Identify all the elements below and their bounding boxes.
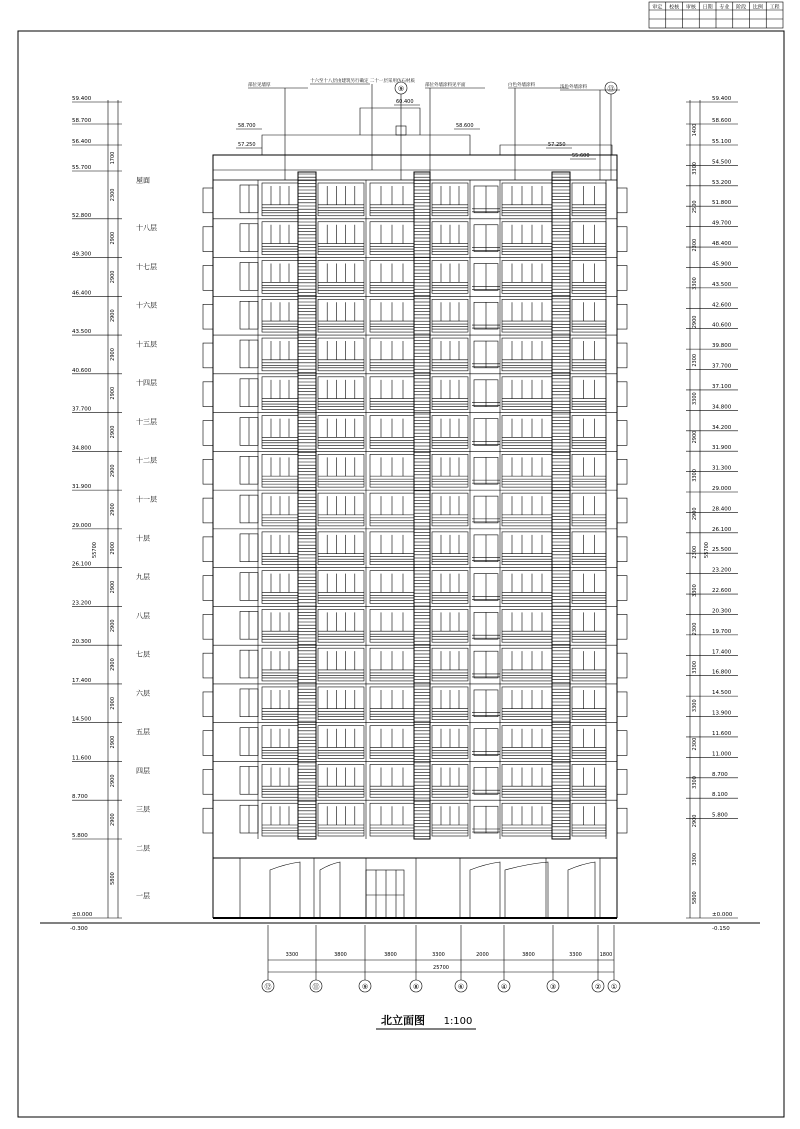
axis-dim-text: 3300 — [285, 952, 299, 958]
side-window — [203, 614, 213, 639]
storefront-arch — [568, 862, 595, 918]
balcony — [502, 532, 552, 565]
level-elevation: 46.400 — [72, 290, 92, 297]
floor-label: 三层 — [136, 805, 150, 814]
level-elevation: 8.100 — [712, 792, 728, 799]
side-window — [617, 188, 627, 213]
dim-text: 2900 — [110, 580, 116, 594]
balcony — [318, 687, 364, 720]
side-window — [617, 382, 627, 407]
level-elevation: 40.600 — [712, 322, 732, 329]
stair-tower — [360, 108, 420, 135]
axis-dim-text: 3800 — [384, 952, 397, 958]
side-window — [617, 614, 627, 639]
axis-label: ① — [610, 983, 618, 991]
storefront-arch — [470, 862, 500, 918]
material-note: 浅色外墙涂料 — [560, 85, 587, 90]
right-level-column — [686, 96, 738, 932]
dim-text: 3300 — [692, 776, 698, 789]
side-window — [617, 498, 627, 523]
axis-label: ④ — [500, 983, 508, 991]
dim-text: 1400 — [692, 123, 698, 137]
level-elevation: 29.000 — [72, 522, 92, 529]
level-elevation: 11.000 — [712, 751, 732, 758]
dim-text: 2900 — [692, 814, 698, 828]
side-window — [203, 459, 213, 484]
side-window — [617, 227, 627, 252]
balcony — [572, 416, 606, 449]
floor-label: 四层 — [136, 766, 150, 775]
side-window — [617, 692, 627, 717]
level-elevation: ±0.000 — [712, 912, 733, 918]
level-elevation: 31.900 — [72, 484, 92, 491]
dim-text: 5800 — [110, 872, 116, 885]
top-elevation: 58.700 — [238, 123, 256, 129]
level-elevation: 25.500 — [712, 547, 732, 554]
dim-text: 2900 — [110, 696, 116, 710]
balcony — [572, 648, 606, 681]
floor-label: 九层 — [136, 573, 150, 582]
axis-dim-text: 2000 — [476, 952, 489, 958]
dim-text: 2900 — [110, 425, 116, 439]
floor-label: 二层 — [136, 844, 150, 853]
floor-label: 十层 — [136, 534, 150, 543]
cladding-strip — [552, 172, 570, 839]
level-elevation: 19.700 — [712, 628, 732, 635]
storefront-arch — [270, 862, 300, 918]
balcony — [502, 377, 552, 410]
balcony — [502, 648, 552, 681]
level-elevation: 59.400 — [72, 96, 92, 102]
floor-label: 十七层 — [136, 262, 157, 271]
balcony — [502, 571, 552, 604]
balcony — [502, 338, 552, 371]
dim-text: 2500 — [692, 200, 698, 214]
level-elevation: 13.900 — [712, 710, 732, 717]
balcony — [318, 648, 364, 681]
level-elevation: 54.500 — [712, 159, 732, 166]
balcony — [572, 454, 606, 487]
level-elevation: 37.100 — [712, 383, 732, 390]
level-elevation: 8.700 — [712, 771, 728, 778]
dim-text: 2900 — [692, 507, 698, 521]
balcony — [318, 571, 364, 604]
balcony — [502, 687, 552, 720]
axis-label: ② — [594, 983, 602, 991]
title-block-header: 比例 — [752, 4, 763, 11]
drawing-scale: 1:100 — [443, 1016, 473, 1027]
balcony — [572, 609, 606, 642]
dim-total: 55700 — [704, 542, 710, 558]
level-elevation: 56.400 — [72, 139, 92, 145]
level-elevation: 26.100 — [72, 561, 92, 568]
title-block-header: 审定 — [652, 4, 663, 11]
side-window — [617, 343, 627, 368]
roof-parapet — [262, 135, 470, 155]
balcony — [572, 493, 606, 526]
level-elevation: 31.300 — [712, 465, 732, 472]
level-elevation: 55.700 — [72, 165, 92, 171]
axis-dim-text: 3300 — [432, 952, 445, 958]
axis-dim-text: 3300 — [569, 952, 582, 958]
top-elevation: 57.250 — [238, 142, 256, 148]
level-elevation: 17.400 — [72, 677, 92, 684]
side-window — [203, 537, 213, 562]
axis-label: ⑪ — [312, 983, 320, 991]
side-window — [203, 769, 213, 794]
level-elevation: 37.700 — [712, 363, 732, 370]
level-elevation: 20.300 — [72, 639, 92, 646]
top-elevation: 57.250 — [548, 142, 566, 148]
side-window — [203, 266, 213, 291]
building-outline — [213, 155, 617, 918]
level-elevation: 59.400 — [712, 96, 732, 102]
dim-text: 2300 — [692, 545, 698, 559]
balcony — [318, 261, 364, 294]
floor-label: 屋面 — [136, 176, 150, 185]
ground-elevation: -0.300 — [70, 926, 88, 932]
top-elevation: 60.400 — [396, 99, 414, 105]
level-elevation: ±0.000 — [72, 912, 93, 918]
storefront-arch — [320, 862, 340, 918]
side-window — [617, 304, 627, 329]
axis-label: ⑧ — [412, 983, 420, 991]
cladding-strip — [414, 172, 430, 839]
balcony — [572, 338, 606, 371]
balcony — [318, 764, 364, 797]
level-elevation: 31.900 — [712, 445, 732, 452]
level-elevation: 17.400 — [712, 649, 732, 656]
level-elevation: 34.200 — [712, 424, 732, 431]
balcony — [502, 493, 552, 526]
storefront-arch — [505, 862, 548, 918]
title-block — [649, 2, 783, 28]
axis-label-top: ⑬ — [607, 85, 615, 93]
title-block-header: 专业 — [719, 4, 730, 11]
balcony — [318, 532, 364, 565]
ground-elevation: -0.150 — [712, 926, 730, 932]
balcony — [572, 222, 606, 255]
side-window — [203, 498, 213, 523]
balcony — [572, 532, 606, 565]
side-window — [203, 382, 213, 407]
balcony — [502, 416, 552, 449]
balcony — [502, 183, 552, 216]
side-window — [203, 692, 213, 717]
dim-text: 2900 — [110, 309, 116, 323]
dim-text: 2300 — [692, 737, 698, 751]
balcony — [572, 377, 606, 410]
left-level-column — [70, 96, 157, 932]
dim-text: 3300 — [692, 699, 698, 713]
dim-text: 5800 — [692, 891, 698, 904]
level-elevation: 5.800 — [712, 812, 728, 819]
level-elevation: 43.500 — [712, 281, 732, 288]
side-window — [617, 421, 627, 446]
axis-grid-bottom — [262, 925, 620, 992]
dim-text: 2300 — [692, 353, 698, 367]
level-elevation: 37.700 — [72, 406, 92, 413]
balcony — [318, 416, 364, 449]
dim-text: 3300 — [692, 469, 698, 482]
level-elevation: 49.700 — [712, 220, 732, 227]
floor-label: 十八层 — [136, 224, 157, 233]
balcony — [318, 726, 364, 759]
material-note: 部位外墙涂料见平面 — [425, 83, 466, 88]
dim-text: 2900 — [110, 735, 116, 749]
level-elevation: 5.800 — [72, 833, 88, 839]
dim-text: 3300 — [692, 852, 698, 866]
balcony — [318, 183, 364, 216]
title-block-header: 审核 — [685, 4, 696, 11]
balcony — [572, 261, 606, 294]
dim-text: 2900 — [110, 658, 116, 671]
balcony — [502, 261, 552, 294]
side-window — [617, 769, 627, 794]
dim-text: 3300 — [692, 277, 698, 290]
floor-label: 十五层 — [136, 340, 157, 349]
level-elevation: 20.300 — [712, 608, 732, 615]
balcony — [502, 726, 552, 759]
axis-label: ⑫ — [264, 983, 272, 991]
level-elevation: 58.700 — [72, 118, 92, 124]
top-elevation: 58.600 — [456, 123, 474, 129]
balcony — [318, 377, 364, 410]
floor-label: 十三层 — [136, 417, 157, 426]
material-note: 部位见墙厚 — [248, 83, 271, 88]
balcony — [318, 454, 364, 487]
level-elevation: 51.800 — [712, 200, 732, 207]
level-elevation: 28.400 — [712, 506, 732, 513]
level-elevation: 58.600 — [712, 118, 732, 124]
dim-text: 2900 — [110, 619, 116, 633]
dim-text: 2900 — [110, 774, 116, 788]
floor-label: 五层 — [136, 728, 150, 737]
level-elevation: 23.200 — [712, 567, 732, 574]
level-elevation: 55.100 — [712, 139, 732, 145]
balcony — [572, 183, 606, 216]
entrance-door — [366, 870, 404, 918]
dim-text: 2900 — [692, 315, 698, 329]
side-window — [617, 653, 627, 678]
level-elevation: 42.600 — [712, 302, 732, 309]
level-elevation: 14.500 — [72, 716, 92, 723]
side-window — [203, 227, 213, 252]
axis-dim-text: 3800 — [334, 952, 347, 958]
dim-text: 2900 — [110, 541, 116, 555]
axis-label: ⑥ — [457, 983, 465, 991]
level-elevation: 8.700 — [72, 794, 88, 801]
dim-total: 55700 — [92, 542, 98, 558]
dim-text: 2900 — [110, 503, 116, 516]
level-elevation: 14.500 — [712, 690, 732, 697]
side-window — [203, 343, 213, 368]
drawing-title: 北立面图 — [381, 1014, 425, 1027]
floor-label: 十一层 — [136, 495, 157, 504]
material-notes — [248, 77, 620, 180]
balcony — [502, 299, 552, 332]
material-note: 十六至十八层由建筑另行确定 二十一层采用仿石材质 — [310, 79, 415, 84]
floor-label: 七层 — [136, 650, 150, 659]
dim-text: 3300 — [692, 162, 698, 175]
side-window — [203, 304, 213, 329]
balcony — [502, 803, 552, 836]
axis-dim-total: 25700 — [433, 965, 449, 971]
cladding-strip — [298, 172, 316, 839]
side-window — [203, 421, 213, 446]
level-elevation: 40.600 — [72, 367, 92, 374]
level-elevation: 52.800 — [72, 212, 92, 219]
balcony — [572, 299, 606, 332]
material-note: 白色外墙涂料 — [508, 83, 535, 88]
axis-dim-text: 3800 — [522, 952, 535, 958]
balcony — [502, 609, 552, 642]
dim-text: 3300 — [692, 584, 698, 597]
dim-text: 2900 — [110, 270, 116, 284]
sheet-border — [18, 31, 784, 1117]
title-block-header: 阶段 — [736, 4, 747, 11]
dim-text: 2300 — [692, 622, 698, 636]
level-elevation: 39.800 — [712, 343, 732, 350]
side-window — [203, 653, 213, 678]
balcony — [502, 764, 552, 797]
balcony — [318, 338, 364, 371]
side-window — [617, 266, 627, 291]
side-window — [203, 808, 213, 833]
balcony — [572, 726, 606, 759]
dim-text: 3300 — [692, 660, 698, 674]
side-window — [203, 188, 213, 213]
title-block-header: 日期 — [702, 4, 713, 11]
level-elevation: 26.100 — [712, 526, 732, 533]
dim-text: 2900 — [110, 386, 116, 400]
balcony — [318, 609, 364, 642]
title-block-header: 校核 — [669, 4, 680, 11]
dim-text: 2900 — [110, 813, 116, 826]
title-block-header: 工程 — [769, 4, 780, 11]
dim-text: 2900 — [110, 348, 116, 361]
side-window — [617, 576, 627, 601]
level-elevation: 49.300 — [72, 251, 92, 258]
axis-label: ⑨ — [361, 983, 369, 991]
balcony — [318, 222, 364, 255]
balcony — [572, 803, 606, 836]
level-elevation: 48.400 — [712, 241, 732, 248]
level-elevation: 16.800 — [712, 669, 732, 676]
side-window — [203, 731, 213, 756]
level-elevation: 11.600 — [72, 755, 92, 762]
floor-label: 一层 — [136, 892, 150, 900]
level-elevation: 34.800 — [712, 404, 732, 411]
level-elevation: 43.500 — [72, 329, 92, 336]
balcony — [572, 687, 606, 720]
balcony — [572, 571, 606, 604]
dim-text: 2900 — [110, 231, 116, 245]
side-window — [617, 459, 627, 484]
floor-label: 十二层 — [136, 456, 157, 465]
axis-dim-text: 1800 — [599, 952, 613, 958]
balcony — [502, 454, 552, 487]
balcony — [318, 493, 364, 526]
dim-text: 3300 — [692, 392, 698, 406]
balcony — [318, 803, 364, 836]
level-elevation: 29.000 — [712, 486, 732, 492]
balcony — [502, 222, 552, 255]
balcony — [572, 764, 606, 797]
floor-label: 十四层 — [136, 379, 157, 388]
dim-text: 2300 — [692, 238, 698, 252]
side-window — [617, 808, 627, 833]
dim-text: 2900 — [692, 430, 698, 444]
top-elevation: 55.600 — [572, 153, 590, 159]
floor-label: 八层 — [136, 611, 150, 620]
axis-label: ③ — [549, 983, 557, 991]
side-window — [203, 576, 213, 601]
dim-text: 2900 — [110, 464, 116, 478]
level-elevation: 34.800 — [72, 445, 92, 452]
floor-label: 六层 — [136, 689, 150, 698]
side-window — [617, 537, 627, 562]
dim-text: 2300 — [110, 188, 116, 202]
dim-text: 1700 — [110, 151, 116, 165]
level-elevation: 23.200 — [72, 600, 92, 607]
balcony — [318, 299, 364, 332]
level-elevation: 22.600 — [712, 588, 732, 595]
level-elevation: 53.200 — [712, 179, 732, 186]
level-elevation: 11.600 — [712, 730, 732, 737]
side-window — [617, 731, 627, 756]
floor-label: 十六层 — [136, 301, 157, 310]
axis-label-top: ⑨ — [397, 85, 405, 93]
level-elevation: 45.900 — [712, 261, 732, 268]
